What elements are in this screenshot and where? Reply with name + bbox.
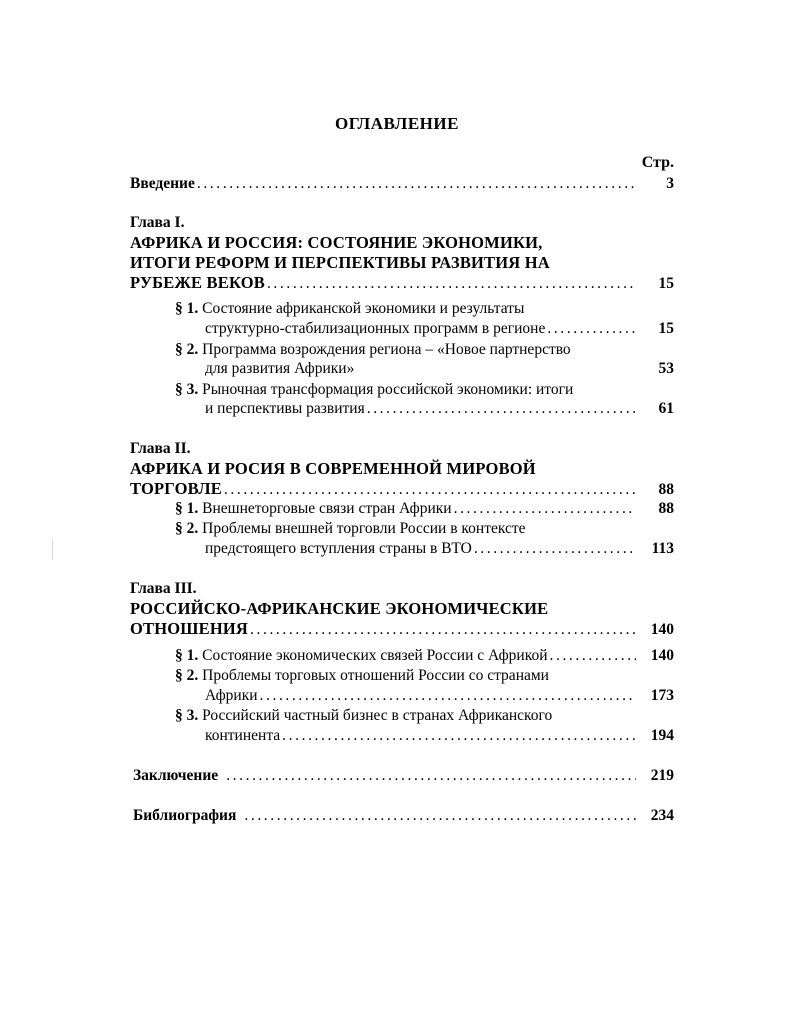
toc-page-number: 53 (658, 360, 674, 377)
scan-margin-mark (52, 540, 53, 560)
section-title-line: Проблемы торговых отношений России со странами (202, 667, 549, 684)
section-entry-continuation[interactable] (205, 359, 674, 379)
toc-entry-label: Библиография (133, 807, 237, 824)
section-mark: § 2. (175, 341, 199, 358)
toc-page-number: 234 (650, 807, 674, 824)
toc-page-number: 113 (651, 540, 674, 557)
section-entry-continuation[interactable] (205, 686, 674, 706)
leader-dots (218, 766, 636, 786)
toc-page-number: 61 (658, 400, 674, 417)
leader-dots (195, 174, 636, 194)
chapter-title-line: РОССИЙСКО-АФРИКАНСКИЕ ЭКОНОМИЧЕСКИЕ (130, 599, 549, 618)
section-title-line: Африки (205, 687, 258, 704)
section-title-line: Внешнеторговые связи стран Африки (202, 500, 452, 517)
chapter-title-line: АФРИКА И РОССИЯ: СОСТОЯНИЕ ЭКОНОМИКИ, (130, 233, 543, 252)
section-mark: § 3. (175, 707, 199, 724)
toc-page-number: 219 (650, 767, 674, 784)
section-entry[interactable] (175, 380, 573, 400)
section-mark: § 1. (175, 647, 199, 664)
toc-page-number: 194 (650, 727, 674, 744)
chapter-label: Глава I. (130, 214, 185, 231)
section-entry-continuation[interactable] (205, 539, 674, 559)
section-entry-continuation[interactable] (205, 399, 674, 419)
toc-entry-conclusion[interactable] (133, 766, 674, 786)
section-entry[interactable] (175, 646, 674, 666)
toc-page-number: 15 (658, 275, 674, 292)
leader-dots (472, 539, 636, 559)
leader-dots (280, 726, 636, 746)
section-mark: § 1. (175, 500, 199, 517)
leader-dots (258, 686, 636, 706)
toc-entry-intro[interactable] (130, 174, 674, 194)
leader-dots (265, 274, 636, 294)
section-entry-continuation[interactable] (205, 319, 674, 339)
toc-title: ОГЛАВЛЕНИЕ (335, 114, 459, 133)
section-entry[interactable] (175, 706, 552, 726)
toc-page-number: 88 (658, 481, 674, 498)
section-entry-continuation[interactable] (205, 726, 674, 746)
section-title-line: структурно-стабилизационных программ в регионе (205, 320, 546, 337)
toc-entry-bibliography[interactable] (133, 806, 674, 826)
leader-dots (365, 399, 636, 419)
section-title-line: Программа возрождения региона – «Новое партнерство (202, 341, 571, 358)
leader-dots (222, 480, 636, 500)
section-title-line: для развития Африки» (205, 360, 355, 377)
section-title-line: Российский частный бизнес в странах Африканского (202, 707, 553, 724)
section-title-line: и перспективы развития (205, 400, 365, 417)
section-entry[interactable] (175, 519, 526, 539)
toc-entry-chapter-3[interactable] (130, 619, 674, 640)
toc-entry-label: Введение (130, 175, 195, 192)
chapter-label: Глава II. (130, 440, 191, 457)
chapter-title-line: ИТОГИ РЕФОРМ И ПЕРСПЕКТИВЫ РАЗВИТИЯ НА (130, 253, 550, 272)
section-entry[interactable] (175, 499, 674, 519)
toc-entry-chapter-1[interactable] (130, 273, 674, 294)
leader-dots (545, 319, 636, 339)
section-entry[interactable] (175, 340, 571, 360)
toc-entry-label: Заключение (133, 767, 219, 784)
leader-dots (548, 646, 637, 666)
section-entry[interactable] (175, 299, 524, 319)
chapter-title-line: АФРИКА И РОСИЯ В СОВРЕМЕННОЙ МИРОВОЙ (130, 459, 536, 478)
toc-page-number: 88 (658, 500, 674, 517)
section-mark: § 1. (175, 300, 199, 317)
toc-page-number: 140 (650, 621, 674, 638)
section-mark: § 2. (175, 520, 199, 537)
chapter-title-line: ОТНОШЕНИЯ (130, 619, 249, 638)
chapter-title-line: ТОРГОВЛЕ (130, 479, 222, 498)
section-title-line: Состояние экономических связей России с Африкой (202, 647, 548, 664)
section-title-line: Проблемы внешней торговли России в контексте (202, 520, 526, 537)
section-title-line: Состояние африканской экономики и результаты (202, 300, 525, 317)
section-entry[interactable] (175, 666, 549, 686)
section-mark: § 3. (175, 381, 199, 398)
section-title-line: предстоящего вступления страны в ВТО (205, 540, 472, 557)
leader-dots (452, 499, 636, 519)
section-title-line: Рыночная трансформация российской экономики: итоги (202, 381, 574, 398)
toc-page-number: 15 (658, 320, 674, 337)
chapter-title-line: РУБЕЖЕ ВЕКОВ (130, 273, 265, 292)
toc-page-number: 140 (650, 647, 674, 664)
toc-entry-chapter-2[interactable] (130, 479, 674, 500)
chapter-label: Глава III. (130, 580, 197, 597)
section-mark: § 2. (175, 667, 199, 684)
leader-dots (248, 620, 636, 640)
page-column-header: Стр. (641, 154, 674, 171)
leader-dots (236, 806, 636, 826)
toc-page-number: 173 (650, 687, 674, 704)
section-title-line: континента (205, 727, 281, 744)
toc-page-number: 3 (666, 175, 674, 192)
